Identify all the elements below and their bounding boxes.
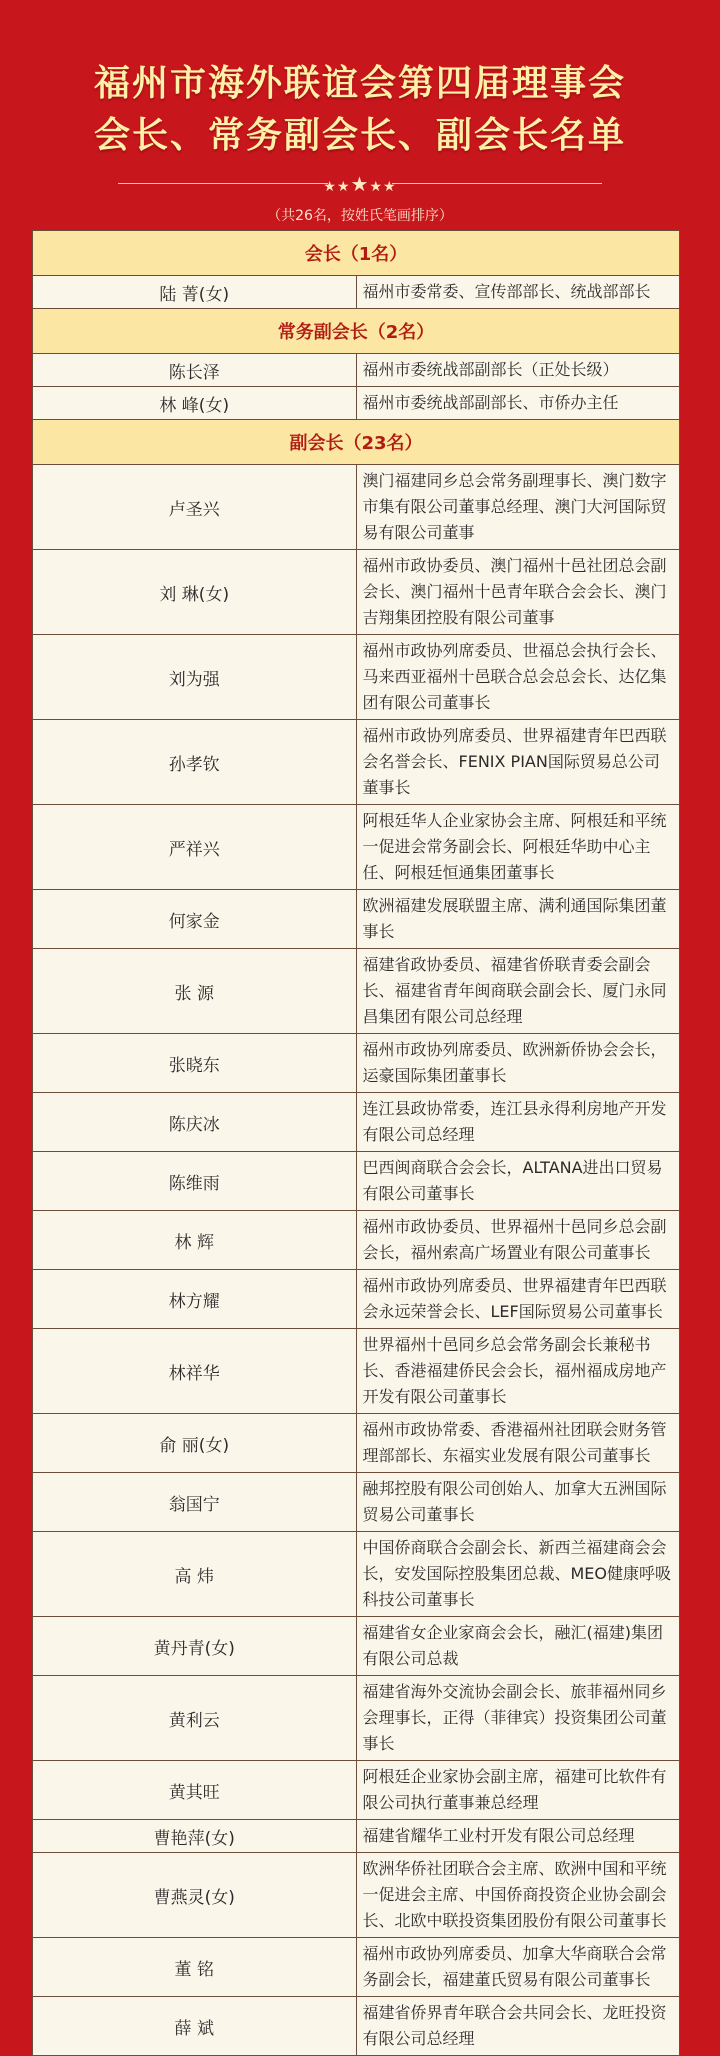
member-positions: 欧洲华侨社团联合会主席、欧洲中国和平统一促进会主席、中国侨商投资企业协会副会长、北欧中联投资集团股份有限公司董事长 [356, 1853, 680, 1938]
table-row [33, 949, 680, 1034]
member-positions: 福建省侨界青年联合会共同会长、龙旺投资有限公司总经理 [356, 1997, 680, 2056]
member-name: 林 辉 [33, 1211, 357, 1270]
section-title: 会长（1名） [33, 231, 680, 276]
member-name: 林祥华 [33, 1329, 357, 1414]
member-name: 孙孝钦 [33, 720, 357, 805]
member-positions: 中国侨商联合会副会长、新西兰福建商会会长，安发国际控股集团总裁、MEO健康呼吸科技公司董事长 [356, 1532, 680, 1617]
table-row [33, 890, 680, 949]
member-positions: 融邦控股有限公司创始人、加拿大五洲国际贸易公司董事长 [356, 1473, 680, 1532]
star-divider [0, 170, 720, 196]
stars-icon: ★★★★★ [323, 172, 397, 196]
table-row [33, 1997, 680, 2056]
table-row [33, 635, 680, 720]
roster-table [32, 230, 680, 2056]
member-name: 黄其旺 [33, 1761, 357, 1820]
member-positions: 福州市政协常委、香港福州社团联会财务管理部部长、东福实业发展有限公司董事长 [356, 1414, 680, 1473]
member-name: 陆 菁(女) [33, 276, 357, 309]
table-row [33, 1034, 680, 1093]
table-row [33, 1532, 680, 1617]
member-positions: 福州市政协委员、世界福州十邑同乡总会副会长，福州索高广场置业有限公司董事长 [356, 1211, 680, 1270]
member-name: 陈维雨 [33, 1152, 357, 1211]
subtitle: （共26名，按姓氏笔画排序） [267, 208, 453, 224]
member-name: 卢圣兴 [33, 465, 357, 550]
member-name: 曹艳萍(女) [33, 1820, 357, 1853]
table-row [33, 720, 680, 805]
table-row [33, 805, 680, 890]
member-positions: 阿根廷企业家协会副主席，福建可比软件有限公司执行董事兼总经理 [356, 1761, 680, 1820]
member-positions: 连江县政协常委，连江县永得利房地产开发有限公司总经理 [356, 1093, 680, 1152]
table-row [33, 387, 680, 420]
table-row [33, 1761, 680, 1820]
table-row [33, 465, 680, 550]
member-name: 刘为强 [33, 635, 357, 720]
member-positions: 福建省耀华工业村开发有限公司总经理 [356, 1820, 680, 1853]
member-name: 薛 斌 [33, 1997, 357, 2056]
section-header [33, 231, 680, 276]
member-positions: 阿根廷华人企业家协会主席、阿根廷和平统一促进会常务副会长、阿根廷华助中心主任、阿根廷恒通集团董事长 [356, 805, 680, 890]
member-name: 林方耀 [33, 1270, 357, 1329]
member-name: 何家金 [33, 890, 357, 949]
member-positions: 世界福州十邑同乡总会常务副会长兼秘书长、香港福建侨民会会长，福州福成房地产开发有限公司董事长 [356, 1329, 680, 1414]
member-name: 张晓东 [33, 1034, 357, 1093]
member-positions: 福建省海外交流协会副会长、旅菲福州同乡会理事长，正得（菲律宾）投资集团公司董事长 [356, 1676, 680, 1761]
table-row [33, 276, 680, 309]
member-positions: 福州市委常委、宣传部部长、统战部部长 [356, 276, 680, 309]
member-positions: 福建省女企业家商会会长，融汇(福建)集团有限公司总裁 [356, 1617, 680, 1676]
table-row [33, 1414, 680, 1473]
table-row [33, 1938, 680, 1997]
table-row [33, 1093, 680, 1152]
member-positions: 福州市政协列席委员、欧洲新侨协会会长，运豪国际集团董事长 [356, 1034, 680, 1093]
member-name: 陈长泽 [33, 354, 357, 387]
title-block [0, 0, 720, 228]
member-positions: 福州市委统战部副部长、市侨办主任 [356, 387, 680, 420]
member-name: 张 源 [33, 949, 357, 1034]
member-positions: 澳门福建同乡总会常务副理事长、澳门数字市集有限公司董事总经理、澳门大河国际贸易有限公司董事 [356, 465, 680, 550]
member-positions: 福州市政协委员、澳门福州十邑社团总会副会长、澳门福州十邑青年联合会会长、澳门吉翔集团控股有限公司董事 [356, 550, 680, 635]
table-row [33, 1473, 680, 1532]
table-row [33, 1617, 680, 1676]
member-name: 黄丹青(女) [33, 1617, 357, 1676]
member-name: 黄利云 [33, 1676, 357, 1761]
member-name: 翁国宁 [33, 1473, 357, 1532]
roster-table-wrap [32, 230, 680, 2056]
section-title: 副会长（23名） [33, 420, 680, 465]
member-name: 俞 丽(女) [33, 1414, 357, 1473]
table-row [33, 1270, 680, 1329]
member-name: 高 炜 [33, 1532, 357, 1617]
section-header [33, 309, 680, 354]
member-name: 林 峰(女) [33, 387, 357, 420]
member-name: 陈庆冰 [33, 1093, 357, 1152]
table-row [33, 1152, 680, 1211]
table-row [33, 550, 680, 635]
table-row [33, 354, 680, 387]
table-row [33, 1820, 680, 1853]
title-line-1: 福州市海外联谊会第四届理事会 [93, 63, 626, 104]
member-positions: 福州市政协列席委员、世福总会执行会长、马来西亚福州十邑联合总会总会长、达亿集团有限公司董事长 [356, 635, 680, 720]
member-name: 严祥兴 [33, 805, 357, 890]
section-header [33, 420, 680, 465]
member-name: 刘 琳(女) [33, 550, 357, 635]
table-row [33, 1853, 680, 1938]
member-positions: 福州市政协列席委员、世界福建青年巴西联会永远荣誉会长、LEF国际贸易公司董事长 [356, 1270, 680, 1329]
member-positions: 福建省政协委员、福建省侨联青委会副会长、福建省青年闽商联会副会长、厦门永同昌集团有限公司总经理 [356, 949, 680, 1034]
table-row [33, 1329, 680, 1414]
table-row [33, 1676, 680, 1761]
member-positions: 福州市政协列席委员、世界福建青年巴西联会名誉会长、FENIX PIAN国际贸易总公司董事长 [356, 720, 680, 805]
table-row [33, 1211, 680, 1270]
member-positions: 福州市政协列席委员、加拿大华商联合会常务副会长，福建董氏贸易有限公司董事长 [356, 1938, 680, 1997]
section-title: 常务副会长（2名） [33, 309, 680, 354]
title-line-2: 会长、常务副会长、副会长名单 [93, 115, 626, 156]
member-name: 曹燕灵(女) [33, 1853, 357, 1938]
member-name: 董 铭 [33, 1938, 357, 1997]
member-positions: 欧洲福建发展联盟主席、满利通国际集团董事长 [356, 890, 680, 949]
member-positions: 巴西闽商联合会会长，ALTANA进出口贸易有限公司董事长 [356, 1152, 680, 1211]
member-positions: 福州市委统战部副部长（正处长级） [356, 354, 680, 387]
